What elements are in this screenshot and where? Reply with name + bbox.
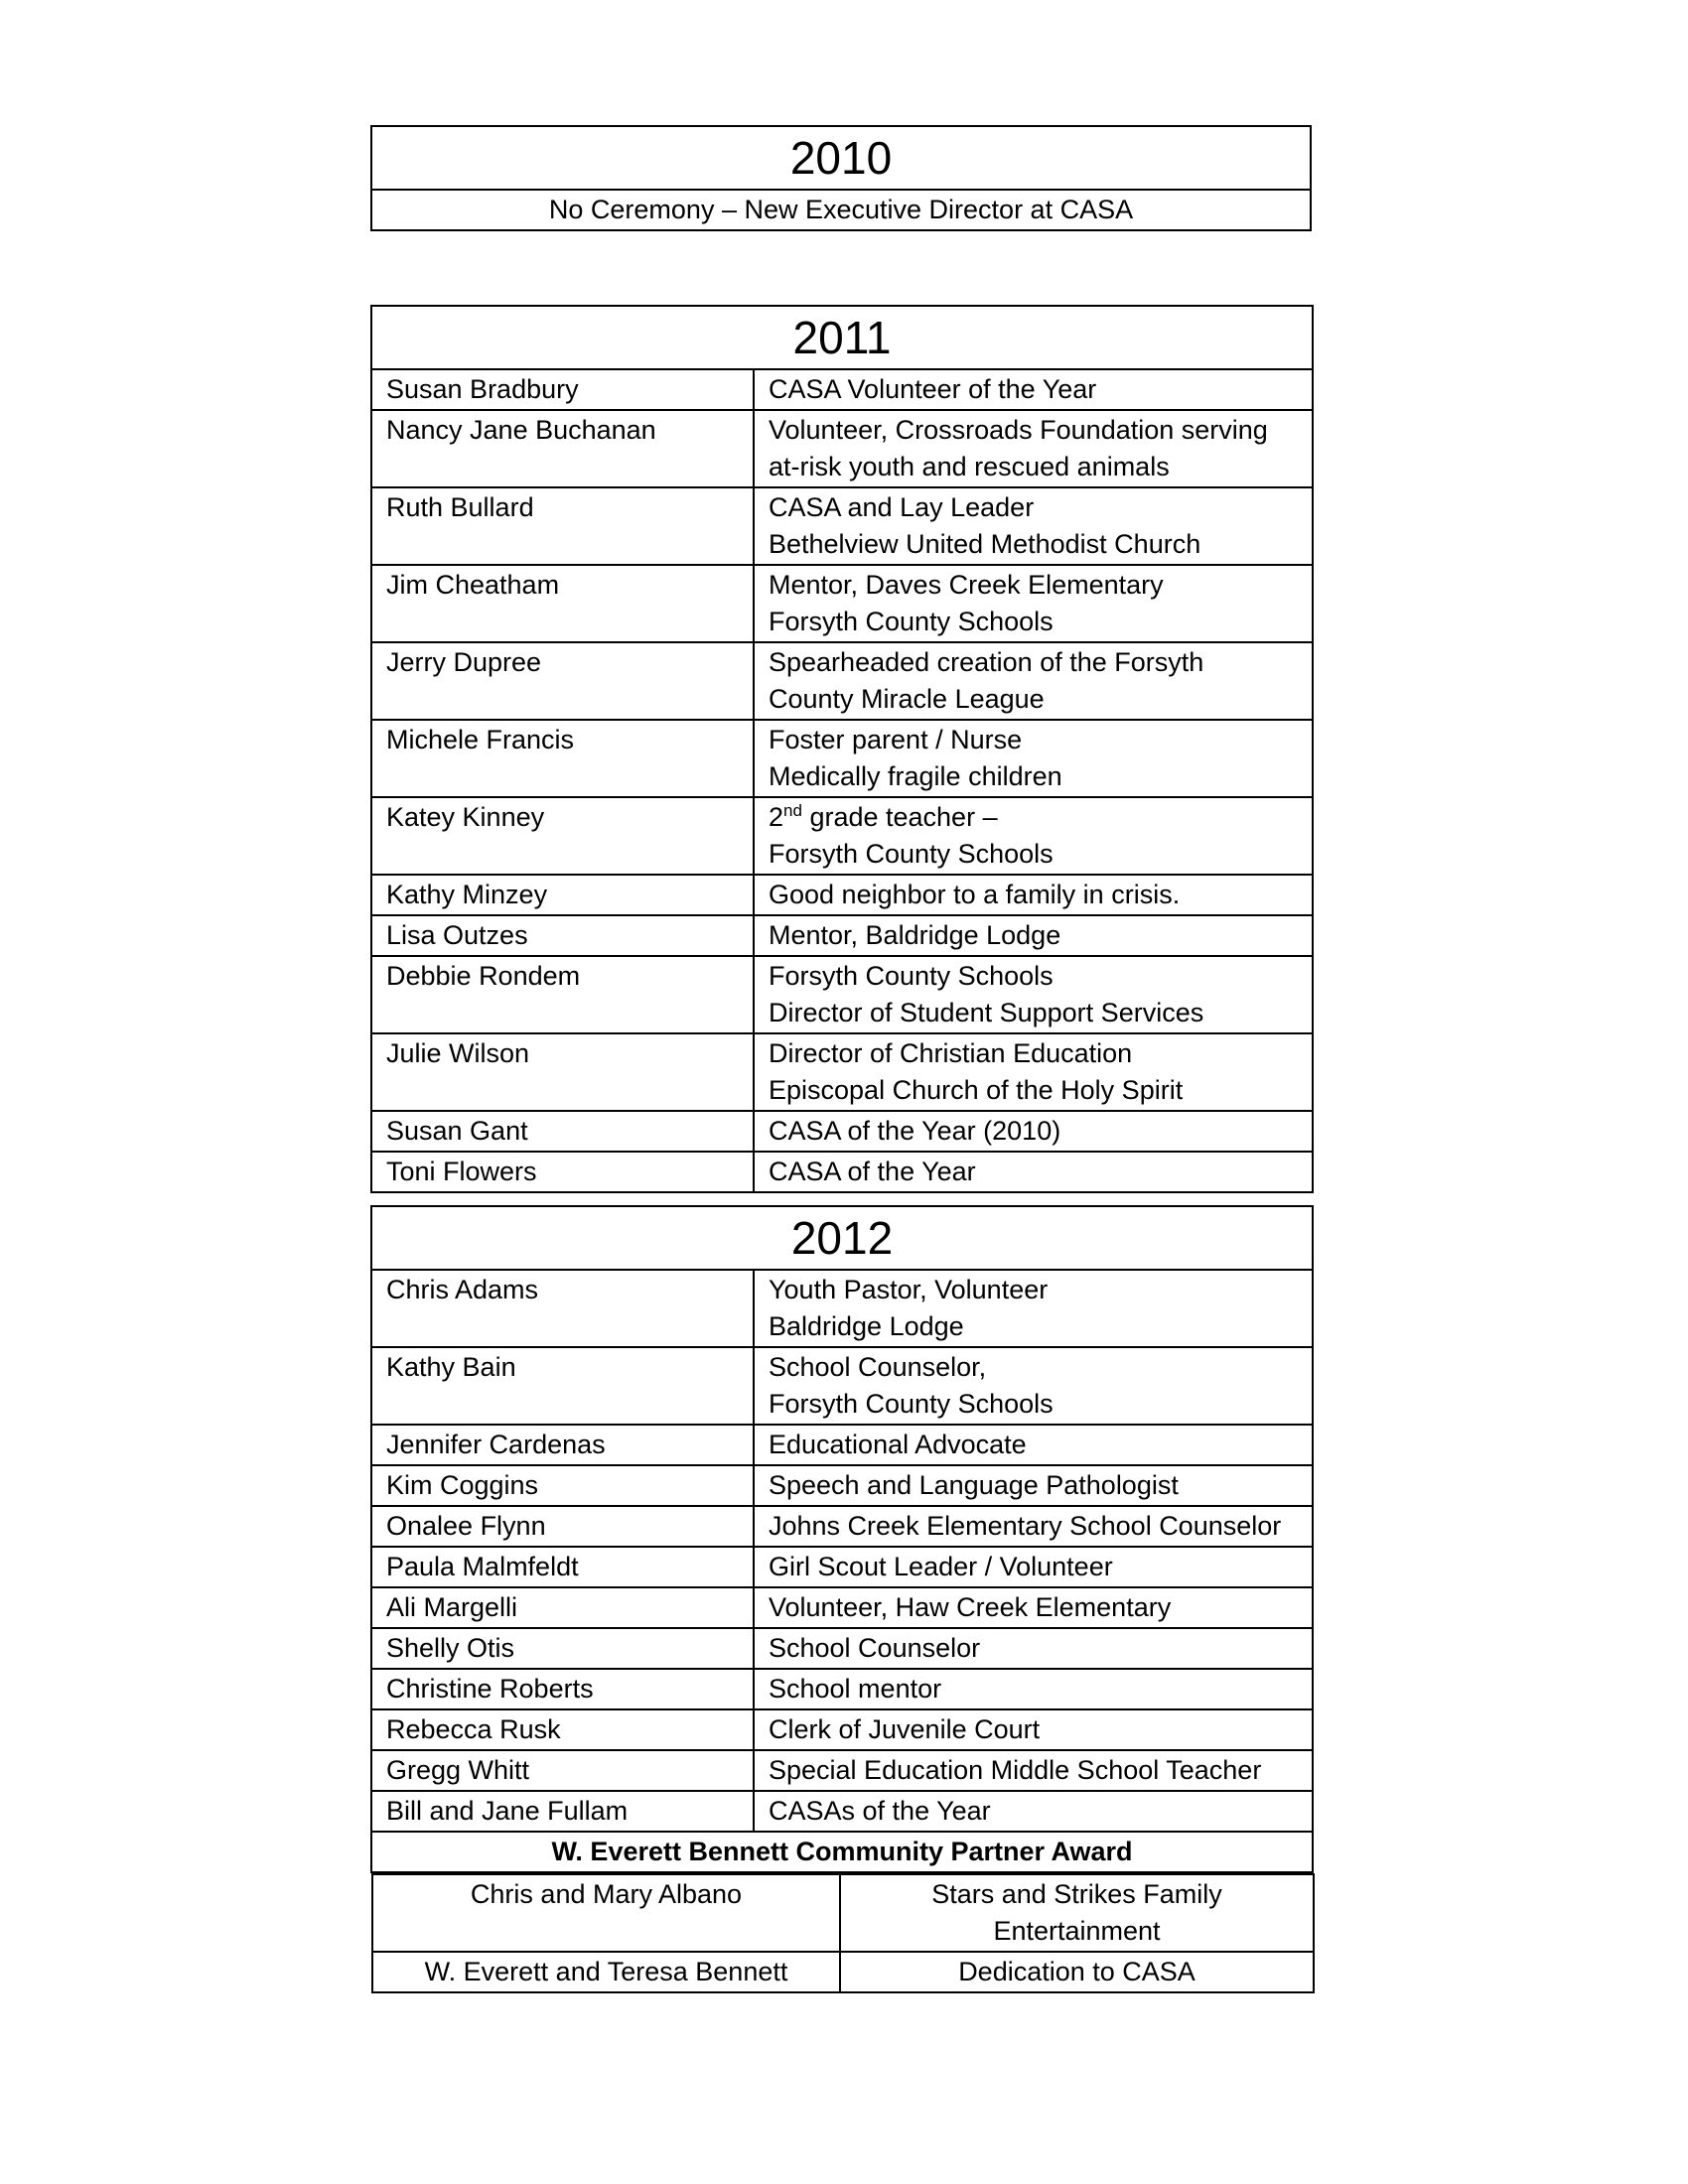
honoree-name: Toni Flowers xyxy=(371,1152,754,1192)
honoree-name: Chris and Mary Albano xyxy=(372,1874,840,1952)
table-2012 xyxy=(370,1205,1314,1993)
table-row xyxy=(371,410,1313,487)
honoree-name: Gregg Whitt xyxy=(371,1750,754,1791)
honoree-name: Chris Adams xyxy=(371,1270,754,1347)
description-line-2: Director of Student Support Services xyxy=(769,998,1204,1027)
honoree-description xyxy=(754,642,1313,720)
description-line-1: Foster parent / Nurse xyxy=(769,725,1023,754)
honoree-name: Ali Margelli xyxy=(371,1587,754,1628)
description-line-1: Volunteer, Haw Creek Elementary xyxy=(769,1592,1172,1622)
description-line-1: Clerk of Juvenile Court xyxy=(769,1714,1041,1744)
honoree-name: Kim Coggins xyxy=(371,1465,754,1506)
table-row xyxy=(371,369,1313,410)
table-row xyxy=(371,1547,1313,1587)
honoree-description xyxy=(754,487,1313,565)
description-line-2: County Miracle League xyxy=(769,684,1045,714)
table-row xyxy=(371,1033,1313,1111)
description-line-2: Forsyth County Schools xyxy=(769,839,1054,869)
honoree-name: Katey Kinney xyxy=(371,797,754,875)
honoree-description xyxy=(754,565,1313,642)
description-line-1: CASAs of the Year xyxy=(769,1796,991,1826)
honoree-description xyxy=(754,1111,1313,1152)
table-row xyxy=(371,1506,1313,1547)
honoree-description xyxy=(754,1750,1313,1791)
honoree-name: Christine Roberts xyxy=(371,1669,754,1709)
honoree-name: Paula Malmfeldt xyxy=(371,1547,754,1587)
table-row xyxy=(372,1874,1314,1952)
description-line-1: Speech and Language Pathologist xyxy=(769,1470,1179,1500)
description-line-2: Bethelview United Methodist Church xyxy=(769,529,1201,559)
table-row xyxy=(371,1587,1313,1628)
table-row xyxy=(371,1425,1313,1465)
table-row xyxy=(371,720,1313,797)
table-row xyxy=(372,1952,1314,1992)
table-row xyxy=(371,487,1313,565)
honoree-description xyxy=(754,1465,1313,1506)
table-row xyxy=(371,1347,1313,1425)
honoree-name: Nancy Jane Buchanan xyxy=(371,410,754,487)
honoree-description xyxy=(754,1506,1313,1547)
description-text: grade teacher – xyxy=(801,802,998,832)
description-line-2: Forsyth County Schools xyxy=(769,1389,1054,1419)
honoree-description xyxy=(754,1347,1313,1425)
honoree-description xyxy=(754,1587,1313,1628)
honoree-name: Debbie Rondem xyxy=(371,956,754,1033)
year-heading-2011: 2011 xyxy=(371,306,1313,369)
description-line-1 xyxy=(769,799,1298,836)
description-line-1: Youth Pastor, Volunteer xyxy=(769,1275,1049,1304)
honoree-name: Ruth Bullard xyxy=(371,487,754,565)
honoree-description xyxy=(754,956,1313,1033)
table-row xyxy=(371,956,1313,1033)
description-line-1: CASA Volunteer of the Year xyxy=(769,374,1097,404)
description-line-1: Dedication to CASA xyxy=(958,1957,1196,1986)
description-line-1: CASA of the Year (2010) xyxy=(769,1116,1061,1146)
note-2010: No Ceremony – New Executive Director at CASA xyxy=(371,190,1311,230)
description-line-1: Good neighbor to a family in crisis. xyxy=(769,880,1181,909)
description-line-1: Mentor, Baldridge Lodge xyxy=(769,920,1061,950)
description-line-2: Baldridge Lodge xyxy=(769,1311,964,1341)
table-row xyxy=(371,915,1313,956)
honoree-name: Rebecca Rusk xyxy=(371,1709,754,1750)
honoree-name: Jennifer Cardenas xyxy=(371,1425,754,1465)
honoree-description xyxy=(754,1547,1313,1587)
honoree-name: Shelly Otis xyxy=(371,1628,754,1669)
description-line-1: Educational Advocate xyxy=(769,1430,1027,1459)
description-line-1: Special Education Middle School Teacher xyxy=(769,1755,1262,1785)
table-2010 xyxy=(370,125,1312,231)
honoree-name: Lisa Outzes xyxy=(371,915,754,956)
description-line-2: Entertainment xyxy=(993,1916,1161,1946)
table-row xyxy=(371,565,1313,642)
honoree-description xyxy=(754,1628,1313,1669)
table-row xyxy=(371,642,1313,720)
description-line-1: Johns Creek Elementary School Counselor xyxy=(769,1511,1282,1541)
ordinal-suffix: nd xyxy=(783,801,802,820)
description-line-1: School Counselor, xyxy=(769,1352,987,1382)
honoree-name: Michele Francis xyxy=(371,720,754,797)
year-heading-2010: 2010 xyxy=(371,126,1311,190)
table-row xyxy=(371,1669,1313,1709)
description-line-2: Medically fragile children xyxy=(769,761,1062,791)
description-line-1: CASA and Lay Leader xyxy=(769,492,1035,522)
table-row xyxy=(371,1152,1313,1192)
table-row xyxy=(371,1465,1313,1506)
honoree-name: Jim Cheatham xyxy=(371,565,754,642)
honoree-name: Bill and Jane Fullam xyxy=(371,1791,754,1832)
description-line-1: School mentor xyxy=(769,1674,942,1704)
honoree-description xyxy=(754,1669,1313,1709)
table-row xyxy=(371,1270,1313,1347)
partner-award-title: W. Everett Bennett Community Partner Award xyxy=(371,1832,1313,1872)
honoree-rows-2011 xyxy=(371,369,1313,1192)
description-line-1: CASA of the Year xyxy=(769,1157,976,1186)
honoree-description xyxy=(754,1709,1313,1750)
table-row xyxy=(371,875,1313,915)
honoree-description xyxy=(754,1152,1313,1192)
table-2011 xyxy=(370,305,1314,1193)
description-line-1: Stars and Strikes Family xyxy=(931,1879,1222,1909)
honoree-description xyxy=(754,1425,1313,1465)
honoree-rows-2012 xyxy=(371,1270,1313,1832)
table-row xyxy=(371,1628,1313,1669)
honoree-description xyxy=(840,1952,1314,1992)
honoree-name: Susan Bradbury xyxy=(371,369,754,410)
partner-award-table xyxy=(371,1873,1315,1993)
table-row xyxy=(371,1791,1313,1832)
table-row xyxy=(371,1111,1313,1152)
description-line-1: School Counselor xyxy=(769,1633,981,1663)
description-line-1: Director of Christian Education xyxy=(769,1038,1133,1068)
honoree-name: Kathy Bain xyxy=(371,1347,754,1425)
year-heading-2012: 2012 xyxy=(371,1206,1313,1270)
honoree-description xyxy=(754,875,1313,915)
honoree-description xyxy=(754,1033,1313,1111)
honoree-name: Susan Gant xyxy=(371,1111,754,1152)
table-row xyxy=(371,797,1313,875)
description-line-2: Forsyth County Schools xyxy=(769,607,1054,636)
table-row xyxy=(371,1750,1313,1791)
description-line-1: Spearheaded creation of the Forsyth xyxy=(769,647,1204,677)
honoree-description xyxy=(754,797,1313,875)
honoree-description xyxy=(754,720,1313,797)
honoree-description xyxy=(754,410,1313,487)
description-line-2: Episcopal Church of the Holy Spirit xyxy=(769,1075,1184,1105)
table-row xyxy=(371,1709,1313,1750)
partner-award-rows xyxy=(372,1874,1314,1992)
description-line-2: at-risk youth and rescued animals xyxy=(769,452,1170,481)
honoree-description xyxy=(754,1791,1313,1832)
description-line-1: Volunteer, Crossroads Foundation serving xyxy=(769,415,1268,445)
honoree-description xyxy=(754,1270,1313,1347)
honoree-name: Jerry Dupree xyxy=(371,642,754,720)
honoree-description xyxy=(754,915,1313,956)
honoree-name: Kathy Minzey xyxy=(371,875,754,915)
honoree-description xyxy=(754,369,1313,410)
honoree-description xyxy=(840,1874,1314,1952)
honoree-name: W. Everett and Teresa Bennett xyxy=(372,1952,840,1992)
description-line-1: Girl Scout Leader / Volunteer xyxy=(769,1552,1113,1581)
ordinal-number: 2 xyxy=(769,802,784,832)
description-line-1: Forsyth County Schools xyxy=(769,961,1054,991)
honoree-name: Onalee Flynn xyxy=(371,1506,754,1547)
honoree-name: Julie Wilson xyxy=(371,1033,754,1111)
description-line-1: Mentor, Daves Creek Elementary xyxy=(769,570,1164,600)
